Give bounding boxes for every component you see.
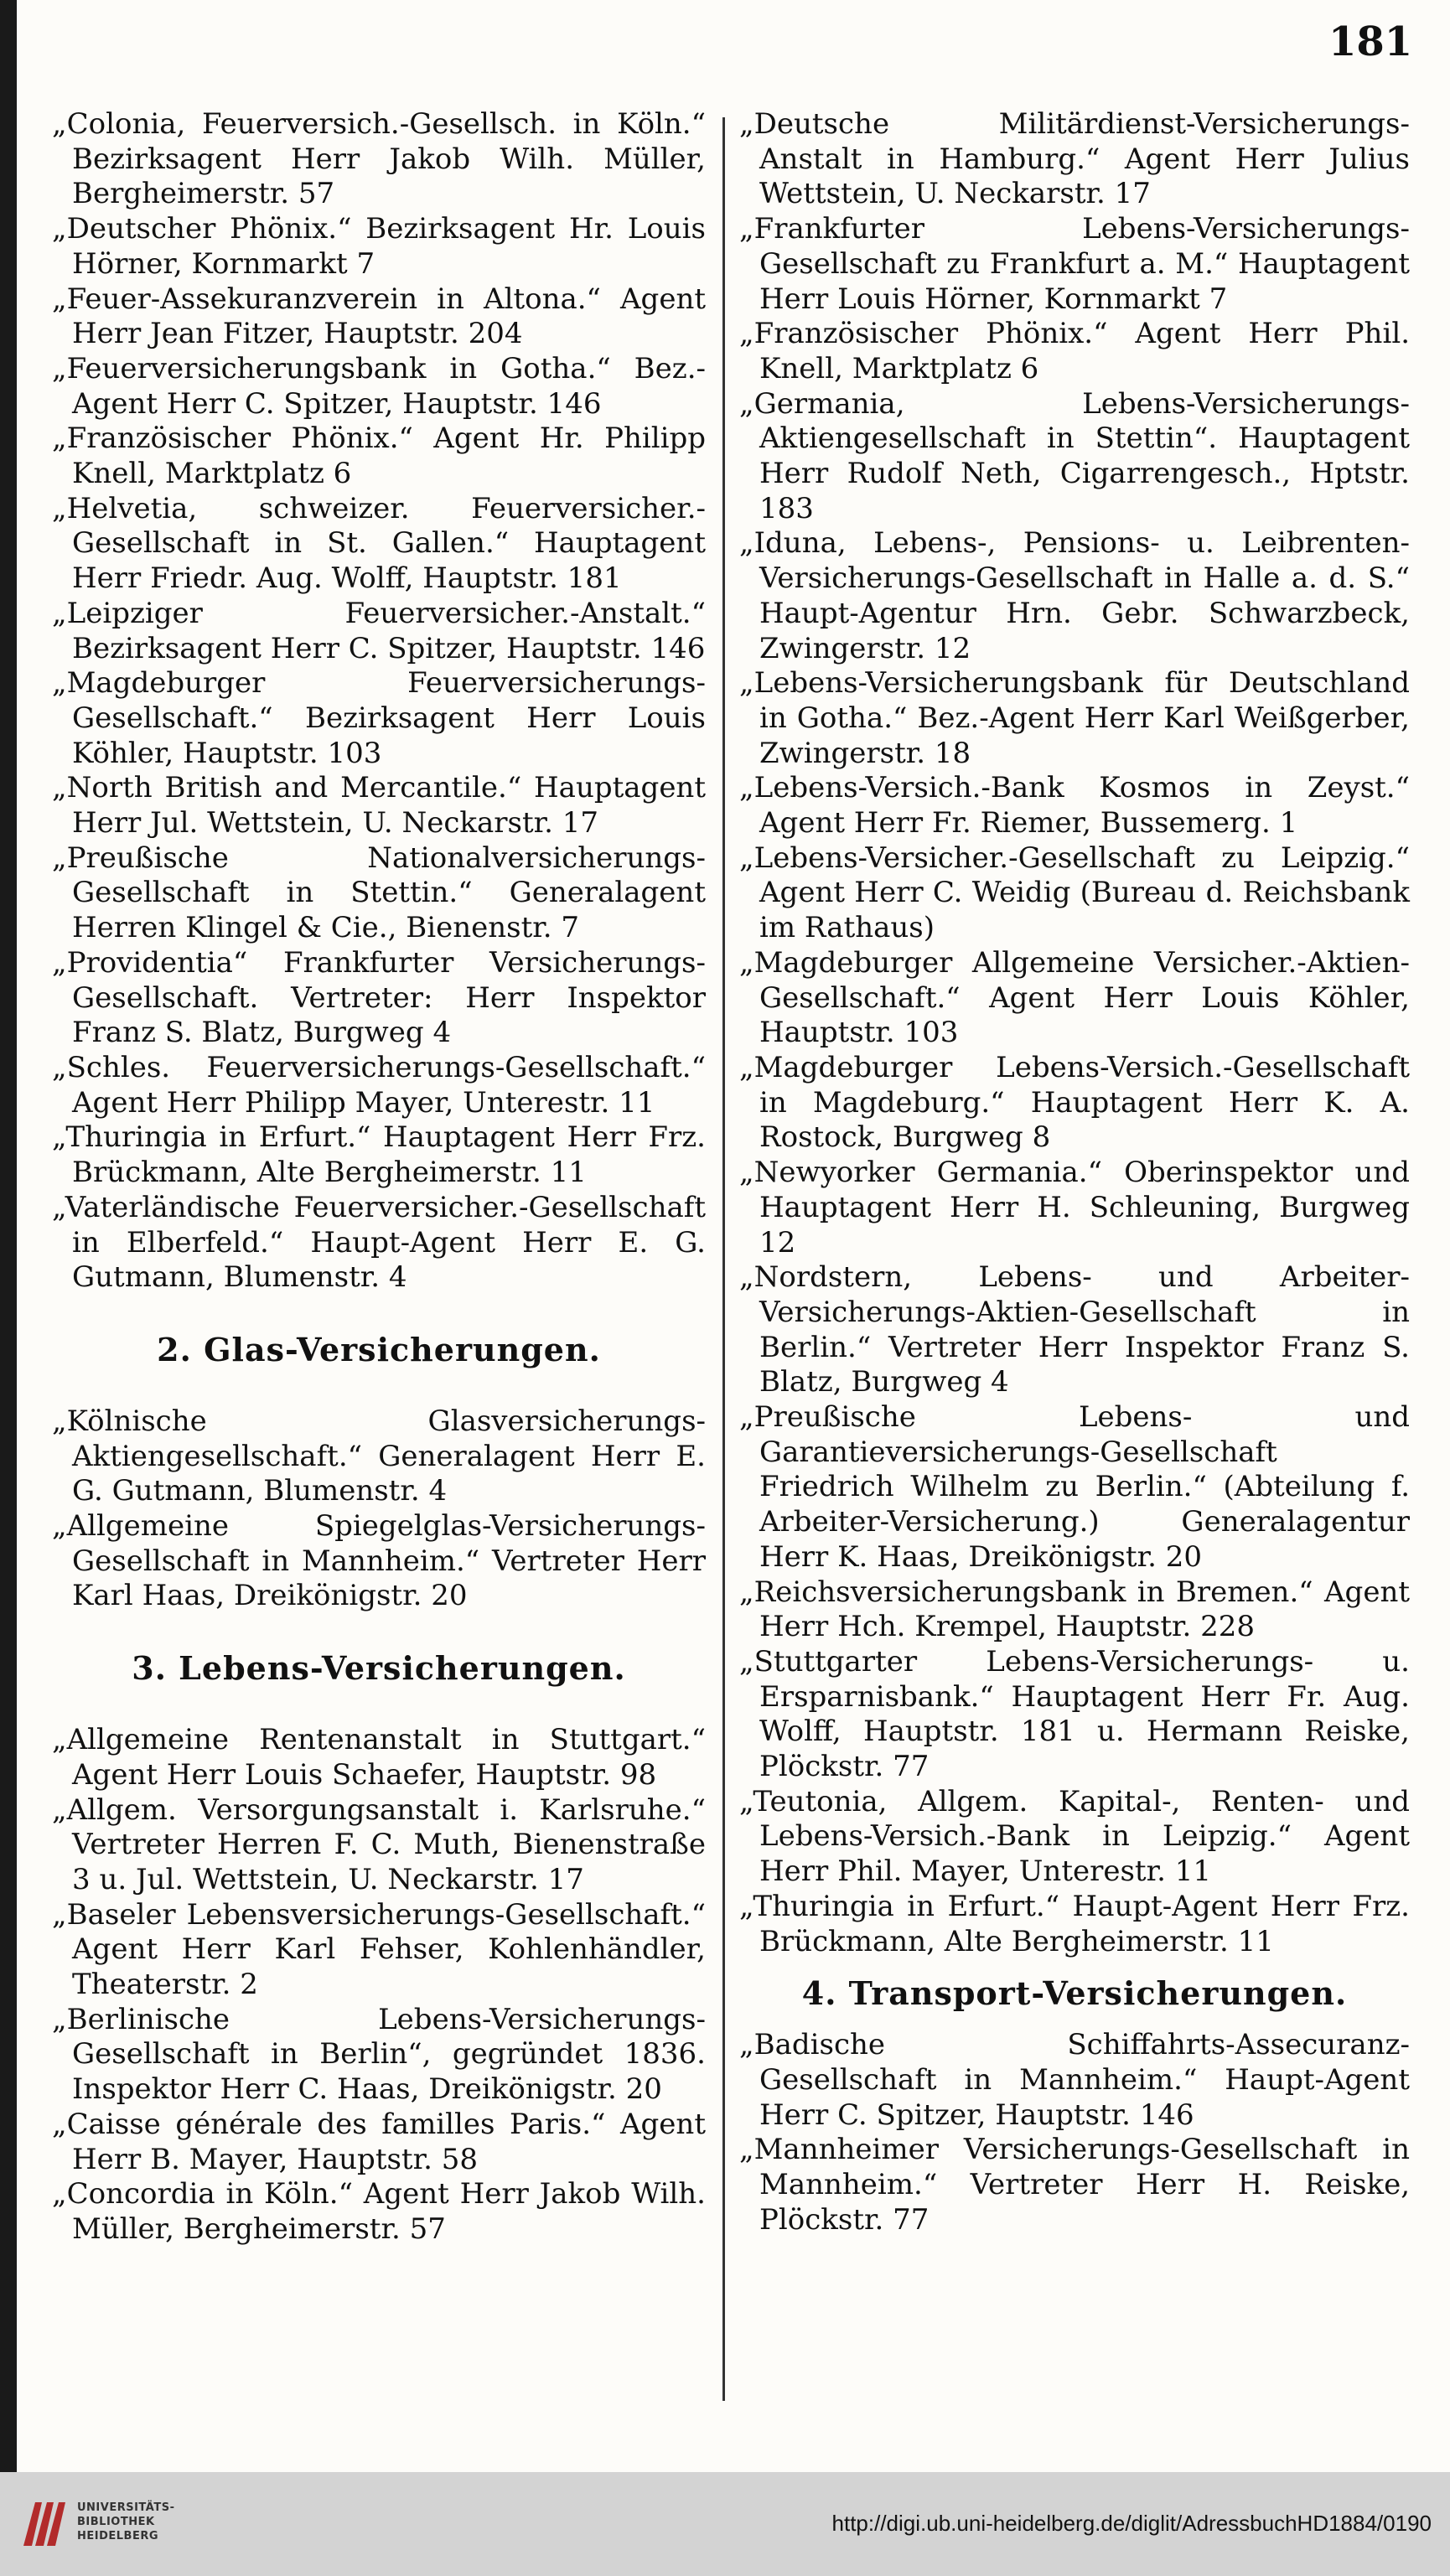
- list-item: „Thuringia in Erfurt.“ Hauptagent Herr Frz. Brückmann, Alte Bergheimerstr. 11: [52, 1120, 706, 1190]
- list-item: „Colonia, Feuerversich.-Gesellsch. in Köln.“ Bezirksagent Herr Jakob Wilh. Müller, Bergheimerstr. 57: [52, 107, 706, 211]
- list-item: „Iduna, Lebens-, Pensions- u. Leibrenten-Versicherungs-Gesellschaft in Halle a. d. S.“ Haupt-Agentur Hrn. Gebr. Schwarzbeck, Zwingerstr. 12: [739, 526, 1410, 665]
- glass-insurance-list: [52, 1404, 706, 1614]
- library-name-line: BIBLIOTHEK: [77, 2516, 155, 2528]
- list-item: „Providentia“ Frankfurter Versicherungs-Gesellschaft. Vertreter: Herr Inspektor Franz S. Blatz, Burgweg 4: [52, 945, 706, 1050]
- library-name: [77, 2501, 174, 2543]
- page-edge: [0, 0, 17, 2472]
- life-insurance-list: [52, 1723, 706, 2248]
- list-item: „Berlinische Lebens-Versicherungs-Gesellschaft in Berlin“, gegründet 1836. Inspektor Herr C. Haas, Dreikönigstr. 20: [52, 2002, 706, 2107]
- list-item: „Stuttgarter Lebens-Versicherungs- u. Ersparnisbank.“ Hauptagent Herr Fr. Aug. Wolff, Hauptstr. 181 u. Hermann Reiske, Plöckstr. 77: [739, 1644, 1410, 1784]
- life-insurance-list-continued: [739, 107, 1410, 1959]
- university-library-logo-icon: [18, 2497, 69, 2551]
- list-item: „North British and Mercantile.“ Hauptagent Herr Jul. Wettstein, U. Neckarstr. 17: [52, 771, 706, 841]
- column-divider: [722, 117, 725, 2401]
- list-item: „Lebens-Versich.-Bank Kosmos in Zeyst.“ Agent Herr Fr. Riemer, Bussemerg. 1: [739, 771, 1410, 841]
- list-item: „Allgem. Versorgungsanstalt i. Karlsruhe.“ Vertreter Herren F. C. Muth, Bienenstraße 3 u. Jul. Wettstein, U. Neckarstr. 17: [52, 1792, 706, 1896]
- list-item: „Deutscher Phönix.“ Bezirksagent Hr. Louis Hörner, Kornmarkt 7: [52, 212, 706, 281]
- list-item: „Französischer Phönix.“ Agent Herr Phil. Knell, Marktplatz 6: [739, 317, 1410, 385]
- list-item: „Lebens-Versicherungsbank für Deutschland in Gotha.“ Bez.-Agent Herr Karl Weißgerber, Zwingerstr. 18: [739, 666, 1410, 770]
- list-item: „Magdeburger Feuerversicherungs-Gesellschaft.“ Bezirksagent Herr Louis Köhler, Hauptstr. 103: [52, 666, 706, 770]
- page-number: 181: [1328, 18, 1413, 65]
- list-item: „Französischer Phönix.“ Agent Hr. Philipp Knell, Marktplatz 6: [52, 422, 706, 491]
- list-item: „Preußische Nationalversicherungs-Gesellschaft in Stettin.“ Generalagent Herren Klingel & Cie., Bienenstr. 7: [52, 841, 706, 945]
- list-item: „Preußische Lebens- und Garantieversicherungs-Gesellschaft Friedrich Wilhelm zu Berlin.“ (Abteilung f. Arbeiter-Versicherung.) Generalagentur Herr K. Haas, Dreikönigstr. 20: [739, 1400, 1410, 1574]
- list-item: „Magdeburger Allgemeine Versicher.-Aktien-Gesellschaft.“ Agent Herr Louis Köhler, Hauptstr. 103: [739, 945, 1410, 1050]
- list-item: „Allgemeine Rentenanstalt in Stuttgart.“ Agent Herr Louis Schaefer, Hauptstr. 98: [52, 1723, 706, 1792]
- list-item: „Badische Schiffahrts-Assecuranz-Gesellschaft in Mannheim.“ Haupt-Agent Herr C. Spitzer, Hauptstr. 146: [739, 2028, 1410, 2132]
- section-heading-glass: 2. Glas-Versicherungen.: [157, 1330, 601, 1368]
- list-item: „Germania, Lebens-Versicherungs-Aktiengesellschaft in Stettin“. Hauptagent Herr Rudolf Neth, Cigarrengesch., Hptstr. 183: [739, 386, 1410, 525]
- list-item: „Leipziger Feuerversicher.-Anstalt.“ Bezirksagent Herr C. Spitzer, Hauptstr. 146: [52, 596, 706, 665]
- left-column: [52, 107, 706, 2248]
- list-item: „Vaterländische Feuerversicher.-Gesellschaft in Elberfeld.“ Haupt-Agent Herr E. G. Gutmann, Blumenstr. 4: [52, 1190, 706, 1295]
- list-item: „Helvetia, schweizer. Feuerversicher.-Gesellschaft in St. Gallen.“ Hauptagent Herr Friedr. Aug. Wolff, Hauptstr. 181: [52, 491, 706, 596]
- right-column: [739, 107, 1410, 2237]
- list-item: „Concordia in Köln.“ Agent Herr Jakob Wilh. Müller, Bergheimerstr. 57: [52, 2177, 706, 2246]
- list-item: „Feuer-Assekuranzverein in Altona.“ Agent Herr Jean Fitzer, Hauptstr. 204: [52, 282, 706, 351]
- section-heading-life: 3. Lebens-Versicherungen.: [132, 1649, 626, 1688]
- library-name-line: HEIDELBERG: [77, 2530, 159, 2542]
- list-item: „Allgemeine Spiegelglas-Versicherungs-Gesellschaft in Mannheim.“ Vertreter Herr Karl Haas, Dreikönigstr. 20: [52, 1509, 706, 1613]
- section-heading-transport: 4. Transport-Versicherungen.: [801, 1974, 1348, 2013]
- list-item: „Deutsche Militärdienst-Versicherungs-Anstalt in Hamburg.“ Agent Herr Julius Wettstein, U. Neckarstr. 17: [739, 107, 1410, 211]
- list-item: „Feuerversicherungsbank in Gotha.“ Bez.-Agent Herr C. Spitzer, Hauptstr. 146: [52, 351, 706, 421]
- list-item: „Newyorker Germania.“ Oberinspektor und Hauptagent Herr H. Schleuning, Burgweg 12: [739, 1156, 1410, 1260]
- list-item: „Magdeburger Lebens-Versich.-Gesellschaft in Magdeburg.“ Hauptagent Herr K. A. Rostock, Burgweg 8: [739, 1050, 1410, 1155]
- library-name-line: UNIVERSITÄTS-: [77, 2501, 175, 2514]
- transport-insurance-list: [739, 2028, 1410, 2237]
- list-item: „Reichsversicherungsbank in Bremen.“ Agent Herr Hch. Krempel, Hauptstr. 228: [739, 1575, 1410, 1644]
- list-item: „Frankfurter Lebens-Versicherungs-Gesellschaft zu Frankfurt a. M.“ Hauptagent Herr Louis Hörner, Kornmarkt 7: [739, 212, 1410, 316]
- footer-bar: [0, 2472, 1450, 2576]
- fire-insurance-list: [52, 107, 706, 1296]
- source-url-link[interactable]: http://digi.ub.uni-heidelberg.de/diglit/AdressbuchHD1884/0190: [831, 2511, 1432, 2536]
- list-item: „Thuringia in Erfurt.“ Haupt-Agent Herr Frz. Brückmann, Alte Bergheimerstr. 11: [739, 1889, 1410, 1958]
- list-item: „Baseler Lebensversicherungs-Gesellschaft.“ Agent Herr Karl Fehser, Kohlenhändler, Theaterstr. 2: [52, 1897, 706, 2002]
- list-item: „Teutonia, Allgem. Kapital-, Renten- und Lebens-Versich.-Bank in Leipzig.“ Agent Herr Phil. Mayer, Unterestr. 11: [739, 1784, 1410, 1889]
- list-item: „Schles. Feuerversicherungs-Gesellschaft.“ Agent Herr Philipp Mayer, Unterestr. 11: [52, 1050, 706, 1120]
- list-item: „Kölnische Glasversicherungs-Aktiengesellschaft.“ Generalagent Herr E. G. Gutmann, Blumenstr. 4: [52, 1404, 706, 1508]
- list-item: „Lebens-Versicher.-Gesellschaft zu Leipzig.“ Agent Herr C. Weidig (Bureau d. Reichsbank im Rathaus): [739, 841, 1410, 945]
- list-item: „Caisse générale des familles Paris.“ Agent Herr B. Mayer, Hauptstr. 58: [52, 2107, 706, 2176]
- list-item: „Nordstern, Lebens- und Arbeiter-Versicherungs-Aktien-Gesellschaft in Berlin.“ Vertreter Herr Inspektor Franz S. Blatz, Burgweg 4: [739, 1260, 1410, 1399]
- list-item: „Mannheimer Versicherungs-Gesellschaft in Mannheim.“ Vertreter Herr H. Reiske, Plöckstr. 77: [739, 2133, 1410, 2237]
